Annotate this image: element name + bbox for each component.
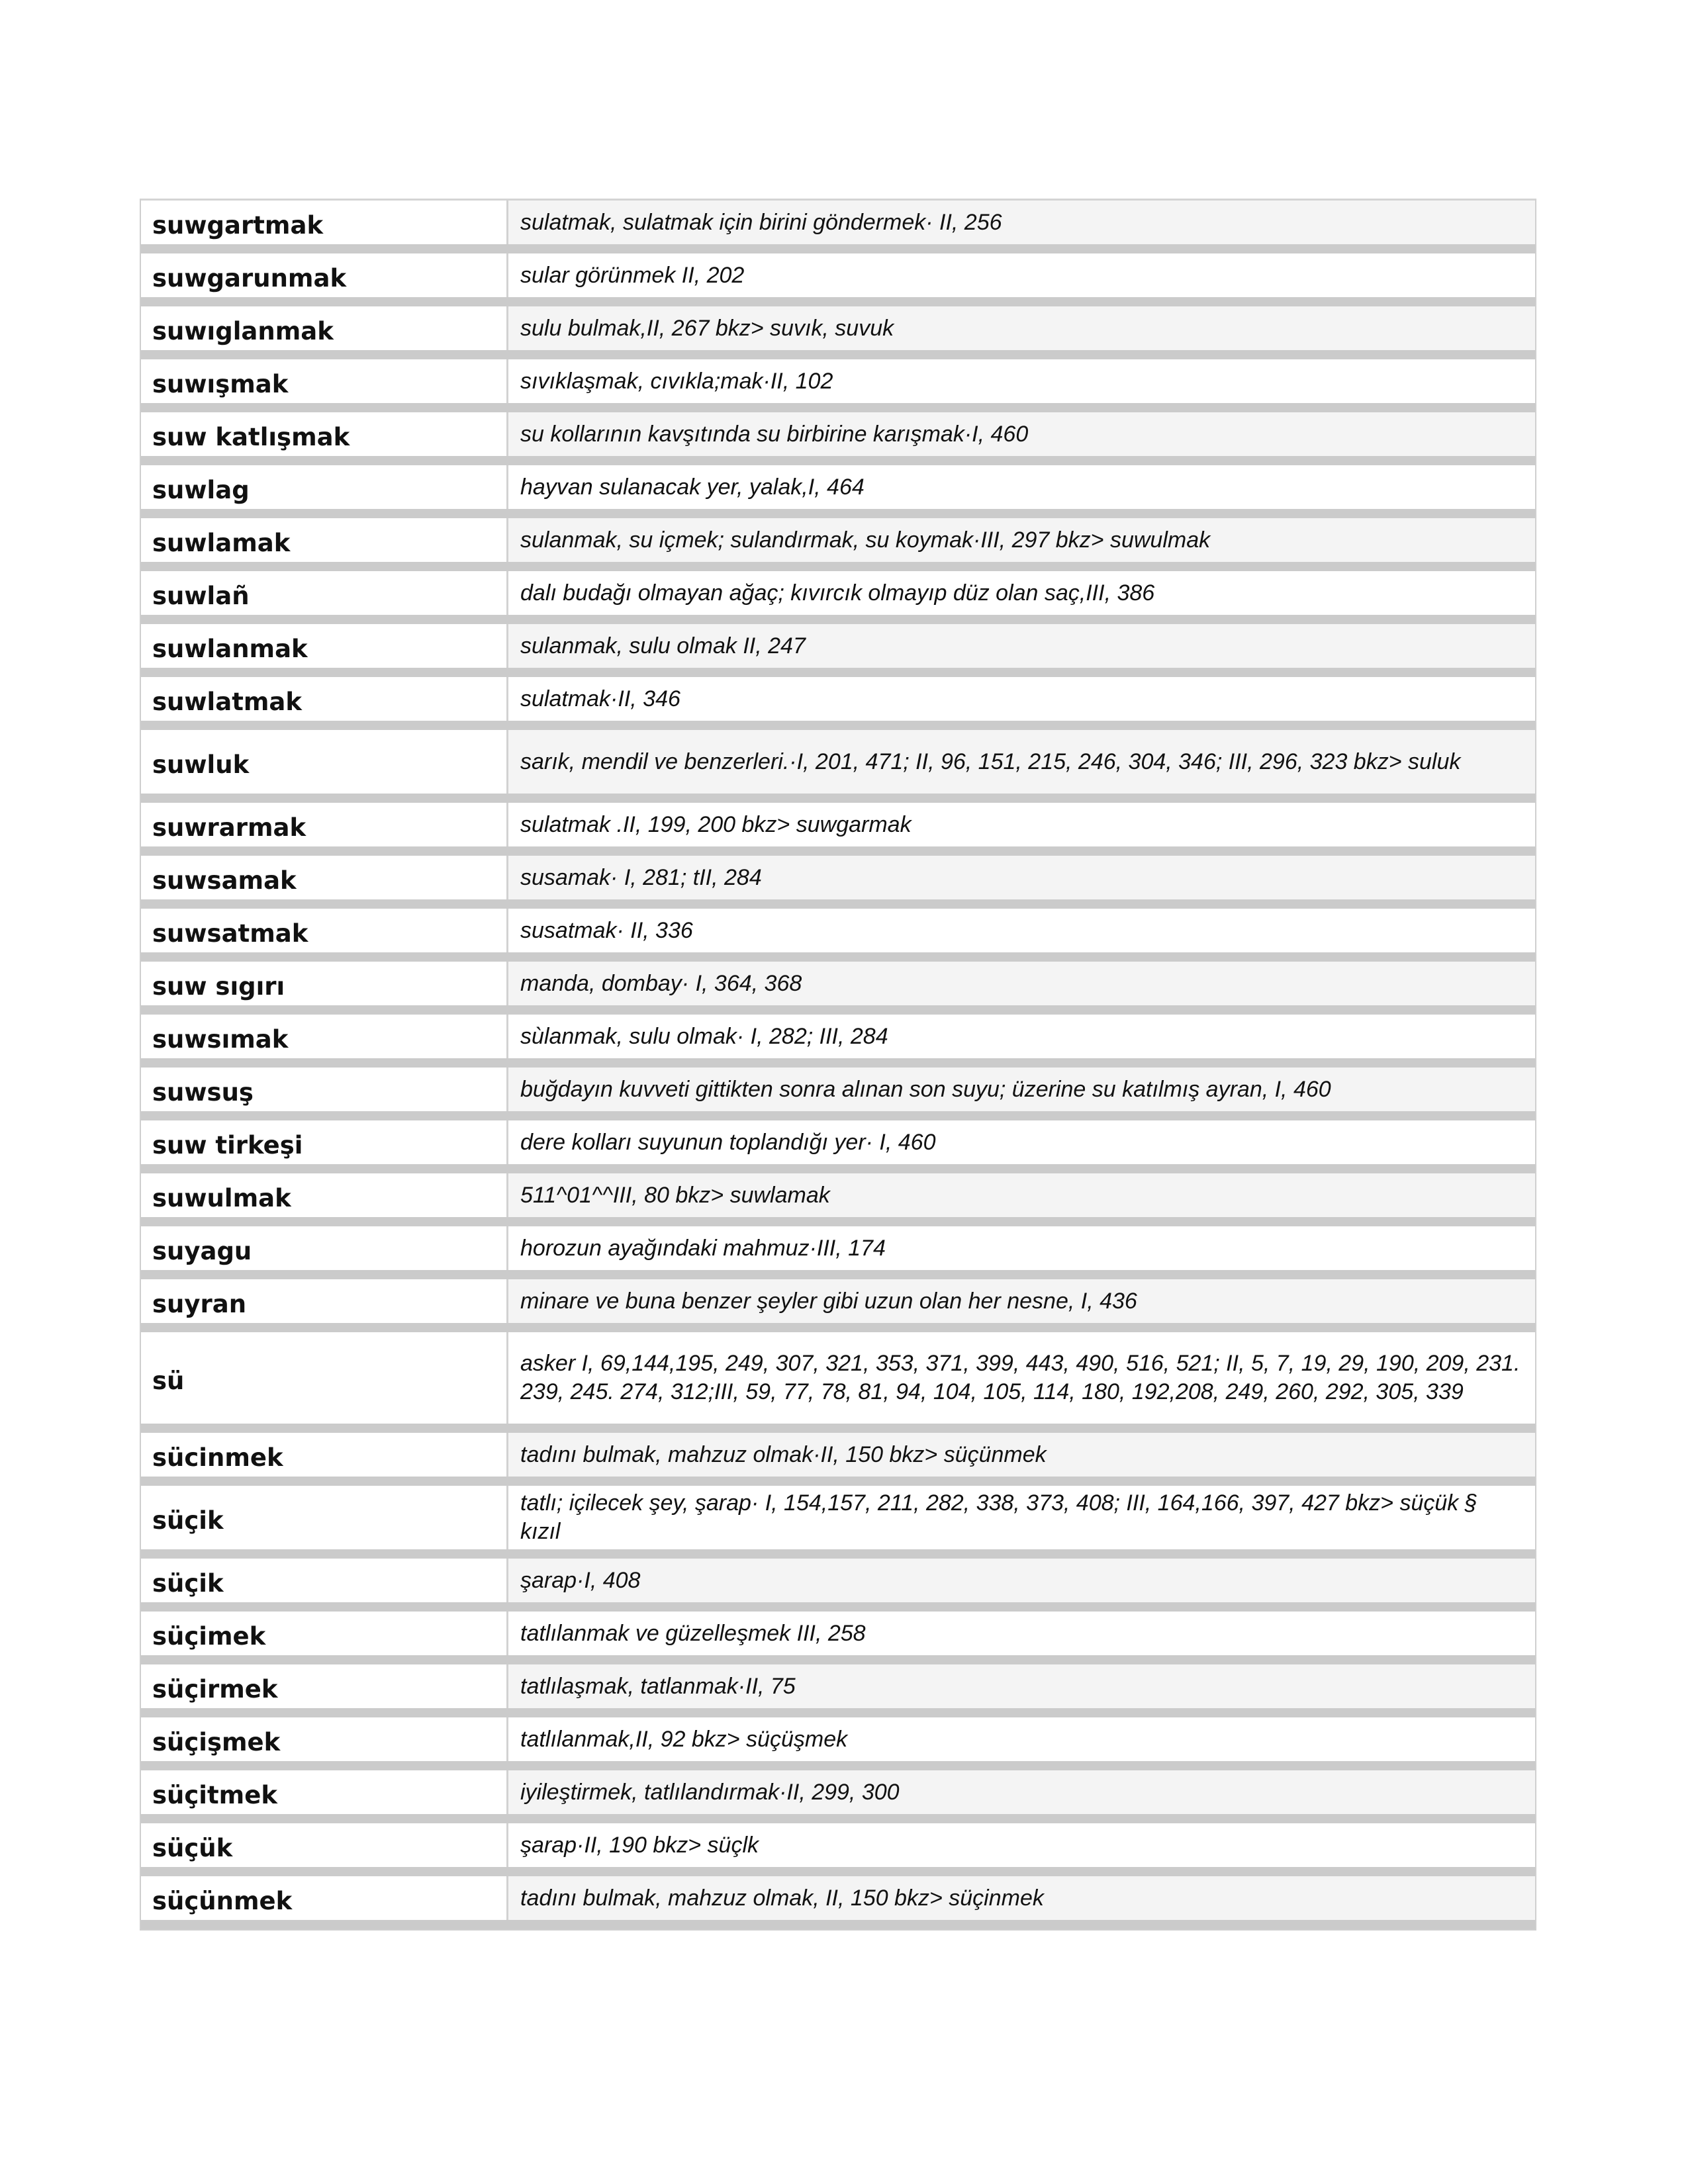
definition-cell: dere kolları suyunun toplandığı yer· I, 460	[520, 1129, 936, 1155]
term-text: suwlag	[152, 475, 250, 504]
definition-cell: şarap·I, 408	[508, 1559, 1535, 1602]
definition-cell: asker I, 69,144,195, 249, 307, 321, 353, 371, 399, 443, 490, 516, 521; II, 5, 7, 19, 29, 190, 209, 231. 239, 245. 274, 312;III, 59, 77, 78, 81, 94, 104, 105, 114, 180, 192,208, 249, 260, 292, 305, 339	[520, 1351, 1521, 1404]
table-row	[141, 1173, 1535, 1226]
term-cell	[141, 518, 508, 562]
term-cell	[141, 962, 508, 1005]
definition-cell: şarap·II, 190 bkz> süçlk	[520, 1832, 759, 1858]
term-text: suwgarunmak	[152, 263, 347, 293]
term-text: süçünmek	[152, 1886, 293, 1915]
table-row	[141, 1120, 1535, 1173]
term-cell	[141, 1226, 508, 1270]
term-text: suwışmak	[152, 369, 289, 398]
term-cell	[141, 1173, 508, 1217]
term-text: suwlamak	[152, 528, 291, 557]
definition-cell: sulatmak .II, 199, 200 bkz> suwgarmak	[520, 811, 912, 837]
table-row	[141, 909, 1535, 962]
table-row	[141, 571, 1535, 624]
definition-cell: dalı budağı olmayan ağaç; kıvırcık olmayıp düz olan saç,III, 386	[520, 580, 1155, 606]
table-row	[141, 1068, 1535, 1120]
term-cell	[141, 677, 508, 721]
glossary-table	[140, 199, 1536, 1931]
table-row	[141, 518, 1535, 571]
definition-cell: minare ve buna benzer şeyler gibi uzun olan her nesne, I, 436	[508, 1279, 1535, 1323]
table-row	[141, 803, 1535, 856]
definition-cell: tatlılanmak ve güzelleşmek III, 258	[520, 1620, 866, 1646]
term-text: suwlanmak	[152, 634, 308, 663]
definition-cell: 511^01^^III, 80 bkz> suwlamak	[508, 1173, 1535, 1217]
term-cell	[141, 856, 508, 899]
table-row	[141, 1823, 1535, 1876]
term-cell	[141, 253, 508, 297]
term-text: suw tirkeşi	[152, 1130, 303, 1160]
term-cell	[141, 1876, 508, 1920]
term-text: sü	[152, 1366, 185, 1395]
table-row	[141, 730, 1535, 803]
definition-cell: tadını bulmak, mahzuz olmak, II, 150 bkz> süçinmek	[508, 1876, 1535, 1920]
term-text: suwsamak	[152, 866, 297, 895]
term-text: suwulmak	[152, 1183, 291, 1212]
definition-cell: sular görünmek II, 202	[520, 262, 745, 288]
term-cell	[141, 1612, 508, 1655]
term-cell	[141, 624, 508, 668]
term-text: suwsatmak	[152, 919, 308, 948]
definition-cell: tatlılaşmak, tatlanmak·II, 75	[508, 1664, 1535, 1708]
term-text: süçirmek	[152, 1674, 278, 1704]
table-row	[141, 1876, 1535, 1929]
term-text: süçişmek	[152, 1727, 281, 1756]
term-cell	[141, 803, 508, 846]
term-cell	[141, 1068, 508, 1111]
term-text: suwlañ	[152, 581, 250, 610]
table-row	[141, 253, 1535, 306]
term-cell	[141, 1770, 508, 1814]
term-cell	[141, 1823, 508, 1867]
definition-cell: sulatmak, sulatmak için birini göndermek· II, 256	[508, 201, 1535, 244]
definition-cell: sıvıklaşmak, cıvıkla;mak·II, 102	[520, 368, 833, 394]
term-cell	[141, 1120, 508, 1164]
definition-cell: buğdayın kuvveti gittikten sonra alınan son suyu; üzerine su katılmış ayran, I, 460	[508, 1068, 1535, 1111]
term-text: süçik	[152, 1506, 224, 1535]
definition-cell: tadını bulmak, mahzuz olmak·II, 150 bkz> süçünmek	[508, 1433, 1535, 1477]
table-row	[141, 1332, 1535, 1433]
term-text: suwlatmak	[152, 687, 303, 716]
table-row	[141, 962, 1535, 1015]
table-row	[141, 1559, 1535, 1612]
term-text: süçitmek	[152, 1780, 277, 1809]
term-cell	[141, 201, 508, 244]
definition-cell: tatlılanmak,II, 92 bkz> süçüşmek	[520, 1726, 848, 1752]
term-cell	[141, 1559, 508, 1602]
table-row	[141, 677, 1535, 730]
definition-cell: sarık, mendil ve benzerleri.·I, 201, 471; II, 96, 151, 215, 246, 304, 346; III, 296, 323 bkz> suluk	[508, 730, 1535, 794]
table-row	[141, 624, 1535, 677]
term-text: suyagu	[152, 1236, 252, 1265]
term-cell	[141, 465, 508, 509]
term-cell	[141, 1332, 508, 1424]
term-cell	[141, 730, 508, 794]
definition-cell: sùlanmak, sulu olmak· I, 282; III, 284	[520, 1023, 888, 1049]
term-text: suwsımak	[152, 1024, 289, 1054]
term-text: suwrarmak	[152, 813, 306, 842]
table-row	[141, 1433, 1535, 1486]
table-row	[141, 1612, 1535, 1664]
table-row	[141, 306, 1535, 359]
term-text: süçik	[152, 1569, 224, 1598]
term-cell	[141, 412, 508, 456]
table-row	[141, 1664, 1535, 1717]
term-text: süçimek	[152, 1621, 266, 1651]
table-row	[141, 465, 1535, 518]
term-cell	[141, 909, 508, 952]
term-cell	[141, 1279, 508, 1323]
term-text: süçük	[152, 1833, 233, 1862]
table-row	[141, 1226, 1535, 1279]
term-text: suwgartmak	[152, 210, 324, 240]
definition-cell: su kollarının kavşıtında su birbirine karışmak·I, 460	[508, 412, 1535, 456]
term-text: sücinmek	[152, 1443, 283, 1472]
table-row	[141, 359, 1535, 412]
definition-cell: iyileştirmek, tatlılandırmak·II, 299, 300	[508, 1770, 1535, 1814]
table-row	[141, 1717, 1535, 1770]
definition-cell: manda, dombay· I, 364, 368	[508, 962, 1535, 1005]
definition-cell: sulanmak, su içmek; sulandırmak, su koymak·III, 297 bkz> suwulmak	[508, 518, 1535, 562]
term-text: suw sıgırı	[152, 972, 285, 1001]
term-cell	[141, 1717, 508, 1761]
term-cell	[141, 1433, 508, 1477]
term-text: suw katlışmak	[152, 422, 350, 451]
term-cell	[141, 1664, 508, 1708]
definition-cell: susatmak· II, 336	[520, 917, 693, 943]
definition-cell: horozun ayağındaki mahmuz·III, 174	[520, 1235, 886, 1261]
table-row	[141, 856, 1535, 909]
table-row	[141, 1770, 1535, 1823]
term-cell	[141, 1486, 508, 1549]
table-row	[141, 1279, 1535, 1332]
term-text: suwsuş	[152, 1077, 254, 1107]
definition-cell: hayvan sulanacak yer, yalak,I, 464	[520, 474, 865, 500]
definition-cell: sulu bulmak,II, 267 bkz> suvık, suvuk	[508, 306, 1535, 350]
definition-cell: sulatmak·II, 346	[520, 686, 680, 711]
term-text: suyran	[152, 1289, 247, 1318]
term-cell	[141, 359, 508, 403]
term-text: suwluk	[152, 750, 250, 779]
definition-cell: susamak· I, 281; tII, 284	[508, 856, 1535, 899]
term-cell	[141, 1015, 508, 1058]
table-row	[141, 201, 1535, 253]
table-row	[141, 1486, 1535, 1559]
definition-cell: sulanmak, sulu olmak II, 247	[508, 624, 1535, 668]
definition-cell: tatlı; içilecek şey, şarap· I, 154,157, 211, 282, 338, 373, 408; III, 164,166, 397, 427 bkz> süçük § kızıl	[520, 1490, 1477, 1544]
term-cell	[141, 306, 508, 350]
table-row	[141, 412, 1535, 465]
term-text: suwıglanmak	[152, 316, 334, 345]
table-row	[141, 1015, 1535, 1068]
term-cell	[141, 571, 508, 615]
